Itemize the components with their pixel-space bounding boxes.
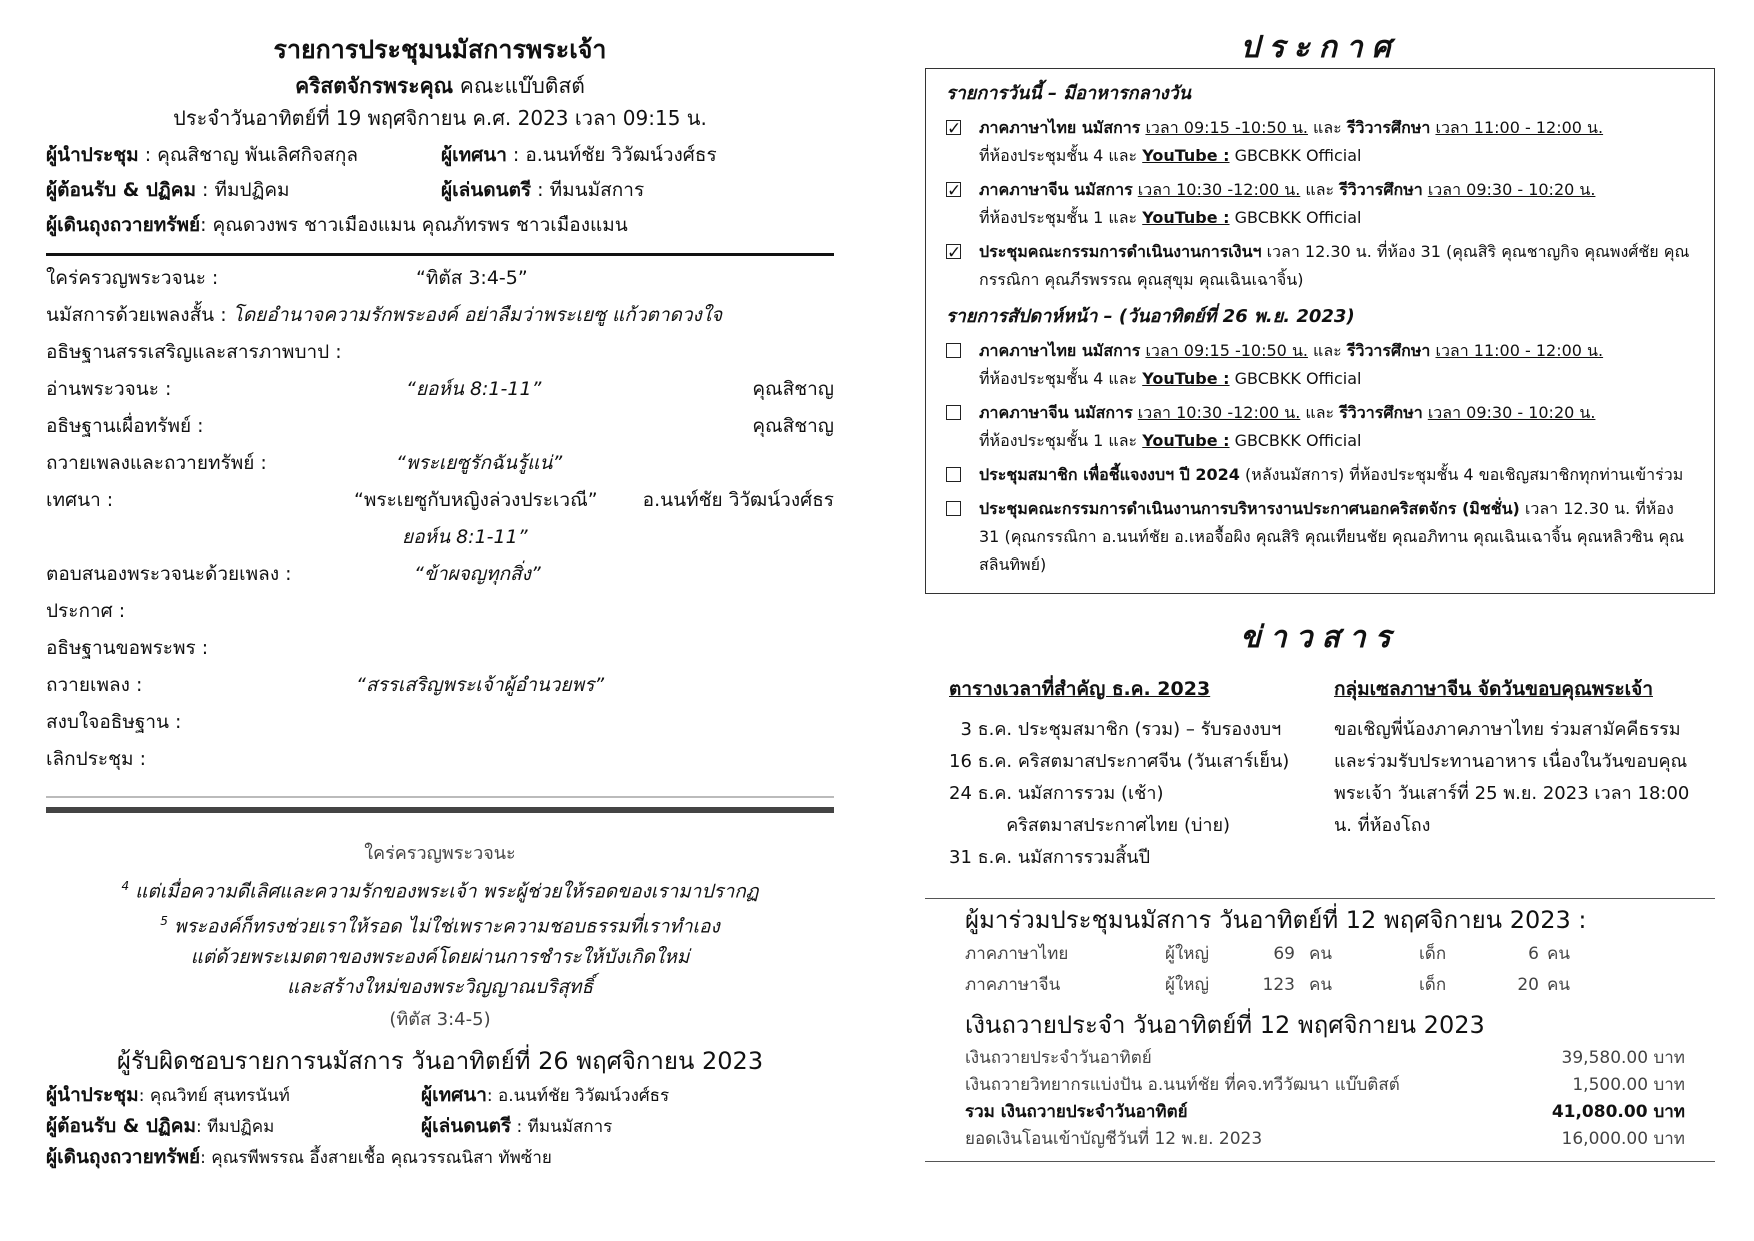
offering-amount: 41,080.00 บาท [1551, 1102, 1685, 1122]
order-item [46, 741, 834, 778]
order-song: “พระเยซูรักฉันรู้แน่” [396, 452, 563, 474]
item-bold: ภาคภาษาไทย นมัสการ [979, 118, 1141, 137]
order-label: เทศนา : [46, 489, 114, 511]
verse-text: แต่ด้วยพระเมตตาของพระองค์โดยผ่านการชำระให้บังเกิดใหม่ [190, 945, 690, 968]
adult-label: ผู้ใหญ่ [1165, 944, 1209, 964]
order-label: สงบใจอธิษฐาน : [46, 711, 182, 733]
order-item [46, 445, 834, 482]
adult-label: ผู้ใหญ่ [1165, 975, 1209, 995]
item-time: เวลา 09:15 -10:50 น. [1145, 341, 1308, 360]
verse-text: แต่เมื่อความดีเลิศและความรักของพระเจ้า พระผู้ช่วยให้รอดของเรามาปรากฏ [135, 880, 759, 903]
order-item [46, 297, 834, 334]
order-item [46, 371, 834, 408]
child-label: เด็ก [1419, 944, 1447, 964]
next-week-title: ผู้รับผิดชอบรายการนมัสการ วันอาทิตย์ที่ 26 พฤศจิกายน 2023 [116, 1046, 764, 1075]
offering-amount: 16,000.00 บาท [1561, 1129, 1685, 1149]
attendance-group: ภาคภาษาจีน [965, 975, 1061, 995]
order-ref: “ยอห์น 8:1-11” [406, 378, 542, 400]
item-text: GBCBKK Official [1229, 369, 1362, 388]
item-text: และ [1307, 341, 1347, 360]
attendance-offering-section [925, 898, 1715, 1162]
attendance-title: ผู้มาร่วมประชุมนมัสการ วันอาทิตย์ที่ 12 พฤศจิกายน 2023 : [965, 906, 1587, 934]
item-text: เวลา 12.30 น. ที่ห้อง 31 (คุณกรรณิกา อ.นนท์ชัย อ.เหอจื้อผิง คุณสิริ คุณเทียนชัย คุณอภิทาน คุณเฉินเฉาจิ้น คุณหลิวซิน คุณสลินทิพย์) [979, 499, 1685, 574]
cell-group-news [1334, 672, 1704, 874]
item-bold: รีวิวารศึกษา [1339, 180, 1423, 199]
next-week-heading: รายการสัปดาห์หน้า – (วันอาทิตย์ที่ 26 พ.ย. 2023) [946, 306, 1355, 327]
sermon-preacher: อ.นนท์ชัย วิวัฒน์วงศ์ธร [642, 489, 834, 511]
offering-collectors-value: : คุณรพีพรรณ อึ้งสายเชื้อ คุณวรรณนิสา ทัพซ้าย [200, 1147, 552, 1168]
usher-value: : ทีมปฏิคม [196, 1116, 275, 1137]
order-person: คุณสิชาญ [752, 415, 834, 437]
order-item [46, 593, 834, 630]
church-name-line [46, 70, 834, 102]
offering-amount: 1,500.00 บาท [1572, 1075, 1685, 1095]
item-text: ที่ห้องประชุมชั้น 4 และ [979, 146, 1143, 165]
order-label: เลิกประชุม : [46, 748, 146, 770]
order-label: อธิษฐานเผื่อทรัพย์ : [46, 415, 204, 437]
checked-box-icon [946, 182, 961, 197]
checked-box-icon [946, 244, 961, 259]
item-bold: รีวิวารศึกษา [1339, 403, 1423, 422]
item-text: GBCBKK Official [1229, 431, 1362, 450]
item-bold: ภาคภาษาไทย นมัสการ [979, 341, 1141, 360]
child-count: 20 [1517, 975, 1539, 995]
church-name: คริสตจักรพระคุณ [295, 74, 454, 98]
schedule-item: 24 ธ.ค. นมัสการรวม (เช้า) [949, 783, 1164, 804]
order-label: ถวายเพลง : [46, 674, 143, 696]
offering-label: ยอดเงินโอนเข้าบัญชีวันที่ 12 พ.ย. 2023 [965, 1129, 1263, 1149]
order-label: อธิษฐานสรรเสริญและสารภาพบาป : [46, 341, 342, 363]
leader-value: : คุณวิทย์ สุนทรนันท์ [138, 1085, 290, 1106]
item-text: ที่ห้องประชุมชั้น 4 และ [979, 369, 1143, 388]
order-label [46, 297, 722, 334]
order-ref: “ทิตัส 3:4-5” [416, 267, 528, 289]
offering-total-row [965, 1099, 1685, 1126]
order-item [46, 556, 834, 593]
music-label: ผู้เล่นดนตรี [421, 1114, 512, 1137]
attendance-group: ภาคภาษาไทย [965, 944, 1069, 964]
checkbox-icon [946, 467, 961, 482]
news-title: ข่าวสาร [1240, 620, 1400, 655]
announcements-box [925, 68, 1715, 594]
today-heading: รายการวันนี้ – มีอาหารกลางวัน [946, 83, 1191, 104]
next-week-roles [46, 1080, 834, 1173]
usher-label: ผู้ต้อนรับ & ปฏิคม [46, 1114, 196, 1137]
item-bold: ภาคภาษาจีน นมัสการ [979, 180, 1133, 199]
item-bold: ประชุมสมาชิก เพื่อชี้แจงงบฯ ปี 2024 [979, 465, 1240, 484]
youtube-label: YouTube : [1142, 431, 1230, 450]
item-bold: ภาคภาษาจีน นมัสการ [979, 403, 1133, 422]
item-time: เวลา 10:30 -12:00 น. [1137, 403, 1301, 422]
verse-text: และสร้างใหม่ของพระวิญญาณบริสุทธิ์ [286, 975, 594, 998]
schedule-item: 16 ธ.ค. คริสตมาสประกาศจีน (วันเสาร์เย็น) [949, 751, 1290, 772]
checked-box-icon [946, 120, 961, 135]
item-time: เวลา 11:00 - 12:00 น. [1435, 341, 1604, 360]
verse-number: 5 [160, 914, 168, 929]
order-item [46, 260, 834, 297]
scripture-reference: (ทิตัส 3:4-5) [389, 1008, 491, 1030]
offering-collectors-label: ผู้เดินถุงถวายทรัพย์ [46, 1145, 201, 1168]
item-time: เวลา 09:30 - 10:20 น. [1427, 403, 1596, 422]
sermon-title: “พระเยซูกับหญิงล่วงประเวณี” [354, 489, 598, 511]
item-bold: ประชุมคณะกรรมการดำเนินงานการเงินฯ [979, 242, 1262, 261]
schedule-item: 3 ธ.ค. ประชุมสมาชิก (รวม) – รับรองงบฯ [949, 719, 1282, 740]
order-item [46, 519, 834, 556]
item-bold: ประชุมคณะกรรมการดำเนินงานการบริหารงานประกาศนอกคริสตจักร (มิชชั่น) [979, 499, 1520, 518]
order-of-worship-panel [46, 30, 834, 1173]
youtube-label: YouTube : [1142, 146, 1230, 165]
offering-amount: 39,580.00 บาท [1561, 1048, 1685, 1068]
schedule-item: คริสตมาสประกาศไทย (บ่าย) [949, 815, 1231, 836]
item-time: เวลา 10:30 -12:00 น. [1137, 180, 1301, 199]
order-label: ใคร่ครวญพระวจนะ : [46, 267, 219, 289]
schedule-item: 31 ธ.ค. นมัสการรวมสิ้นปี [949, 847, 1151, 868]
offering-row [965, 1045, 1685, 1072]
news-columns [925, 672, 1715, 874]
announcement-item [946, 495, 1696, 579]
offering-row [965, 1126, 1685, 1153]
order-of-service [46, 260, 834, 778]
order-label: ตอบสนองพระวจนะด้วยเพลง : [46, 563, 292, 585]
short-songs: โดยอำนาจความรักพระองค์ อย่าลืมว่าพระเยซู แก้วตาดวงใจ [232, 304, 723, 326]
unit: คน [1547, 944, 1570, 964]
music-label: ผู้เล่นดนตรี [441, 179, 532, 201]
order-label-text: นมัสการด้วยเพลงสั้น : [46, 304, 227, 326]
preacher-label: ผู้เทศนา [421, 1083, 487, 1106]
roles-block [46, 138, 834, 243]
order-label: ถวายเพลงและถวายทรัพย์ : [46, 452, 267, 474]
order-person: คุณสิชาญ [752, 378, 834, 400]
item-text: GBCBKK Official [1229, 146, 1362, 165]
unit: คน [1309, 944, 1332, 964]
music-value: : ทีมนมัสการ [531, 179, 645, 201]
order-item [46, 704, 834, 741]
order-label: อธิษฐานขอพระพร : [46, 637, 209, 659]
item-text: และ [1307, 118, 1347, 137]
item-time: เวลา 09:30 - 10:20 น. [1427, 180, 1596, 199]
checkbox-icon [946, 405, 961, 420]
usher-label: ผู้ต้อนรับ & ปฏิคม [46, 179, 196, 201]
adult-count: 123 [1262, 975, 1295, 995]
child-label: เด็ก [1419, 975, 1447, 995]
announcement-item [946, 238, 1696, 294]
leader-label: ผู้นำประชุม [46, 1083, 139, 1106]
order-item [46, 482, 834, 519]
unit: คน [1309, 975, 1332, 995]
youtube-label: YouTube : [1142, 208, 1230, 227]
leader-label: ผู้นำประชุม [46, 144, 139, 166]
preacher-value: : อ.นนท์ชัย วิวัฒน์วงศ์ธร [506, 144, 717, 166]
announcement-item [946, 176, 1696, 232]
item-bold: รีวิวารศึกษา [1346, 118, 1431, 137]
adult-count: 69 [1273, 944, 1295, 964]
cell-group-text: ขอเชิญพี่น้องภาคภาษาไทย ร่วมสามัคคีธรรม และร่วมรับประทานอาหาร เนื่องในวันขอบคุณพระเจ้า วันเสาร์ที่ 25 พ.ย. 2023 เวลา 18:00 น. ที่ห้องโถง [1334, 719, 1690, 836]
announcement-item [946, 461, 1696, 489]
checkbox-icon [946, 501, 961, 516]
item-text: เวลา 12.30 น. ที่ห้อง 31 (คุณสิริ คุณชาญกิจ คุณพงศ์ชัย คุณกรรณิกา คุณภีรพรรณ คุณสุขุม คุณเฉินเฉาจิ้น) [979, 242, 1690, 289]
item-text: ที่ห้องประชุมชั้น 1 และ [979, 431, 1143, 450]
item-text: GBCBKK Official [1229, 208, 1362, 227]
cell-group-heading: กลุ่มเซลภาษาจีน จัดวันขอบคุณพระเจ้า [1334, 678, 1653, 700]
offering-title: เงินถวายประจำ วันอาทิตย์ที่ 12 พฤศจิกายน 2023 [965, 1011, 1485, 1039]
item-text: ที่ห้องประชุมชั้น 1 และ [979, 208, 1143, 227]
item-time: เวลา 09:15 -10:50 น. [1145, 118, 1308, 137]
offering-label: เงินถวายประจำวันอาทิตย์ [965, 1048, 1152, 1068]
announcement-item [946, 399, 1696, 455]
item-text: (หลังนมัสการ) ที่ห้องประชุมชั้น 4 ขอเชิญสมาชิกทุกท่านเข้าร่วม [1239, 465, 1684, 484]
order-label: ประกาศ : [46, 600, 126, 622]
checkbox-icon [946, 343, 961, 358]
preacher-value: : อ.นนท์ชัย วิวัฒน์วงศ์ธร [486, 1085, 670, 1106]
announcement-item [946, 337, 1696, 393]
preacher-label: ผู้เทศนา [441, 144, 507, 166]
schedule-list [949, 714, 1334, 874]
music-value: : ทีมนมัสการ [511, 1116, 613, 1137]
schedule-heading: ตารางเวลาที่สำคัญ ธ.ค. 2023 [949, 678, 1211, 700]
order-item [46, 667, 834, 704]
attendance-row [965, 970, 1685, 1001]
item-time: เวลา 11:00 - 12:00 น. [1435, 118, 1604, 137]
unit: คน [1547, 975, 1570, 995]
leader-value: : คุณสิชาญ พันเลิศกิจสกุล [138, 144, 358, 166]
offering-collectors-label: ผู้เดินถุงถวายทรัพย์ [46, 214, 201, 236]
offering-label: เงินถวายวิทยากรแบ่งปัน อ.นนท์ชัย ที่คจ.ทวีวัฒนา แบ๊บติสต์ [965, 1075, 1400, 1095]
youtube-label: YouTube : [1142, 369, 1230, 388]
order-item [46, 408, 834, 445]
order-song: “ข้าผจญทุกสิ่ง” [414, 563, 541, 585]
scripture-heading: ใคร่ครวญพระวจนะ [364, 843, 516, 864]
page-title: รายการประชุมนมัสการพระเจ้า [273, 35, 607, 64]
order-label: อ่านพระวจนะ : [46, 378, 172, 400]
usher-value: : ทีมปฏิคม [196, 179, 290, 201]
verse-number: 4 [121, 879, 130, 893]
divider [46, 253, 834, 256]
announcements-title: ประกาศ [1240, 30, 1400, 65]
announcement-item [946, 114, 1696, 170]
offering-collectors-value: : คุณดวงพร ชาวเมืองแมน คุณภัทรพร ชาวเมืองแมน [200, 214, 628, 236]
scripture-text [46, 871, 834, 1002]
verse-text: พระองค์ก็ทรงช่วยเราให้รอด ไม่ใช่เพราะความชอบธรรมที่เราทำเอง [173, 915, 720, 938]
sermon-ref: ยอห์น 8:1-11” [402, 526, 528, 548]
announcements-panel [925, 30, 1715, 1162]
service-date: ประจำวันอาทิตย์ที่ 19 พฤศจิกายน ค.ศ. 2023 เวลา 09:15 น. [173, 106, 707, 130]
item-text: และ [1300, 403, 1340, 422]
offering-label: รวม เงินถวายประจำวันอาทิตย์ [965, 1102, 1188, 1122]
order-song: “สรรเสริญพระเจ้าผู้อำนวยพร” [356, 674, 605, 696]
church-type: คณะแบ๊บติสต์ [459, 74, 585, 98]
order-item [46, 630, 834, 667]
offering-row [965, 1072, 1685, 1099]
attendance-row [965, 939, 1685, 970]
double-divider [46, 796, 834, 813]
child-count: 6 [1528, 944, 1539, 964]
order-item [46, 334, 834, 371]
december-schedule [925, 672, 1334, 874]
item-text: และ [1300, 180, 1340, 199]
item-bold: รีวิวารศึกษา [1346, 341, 1431, 360]
